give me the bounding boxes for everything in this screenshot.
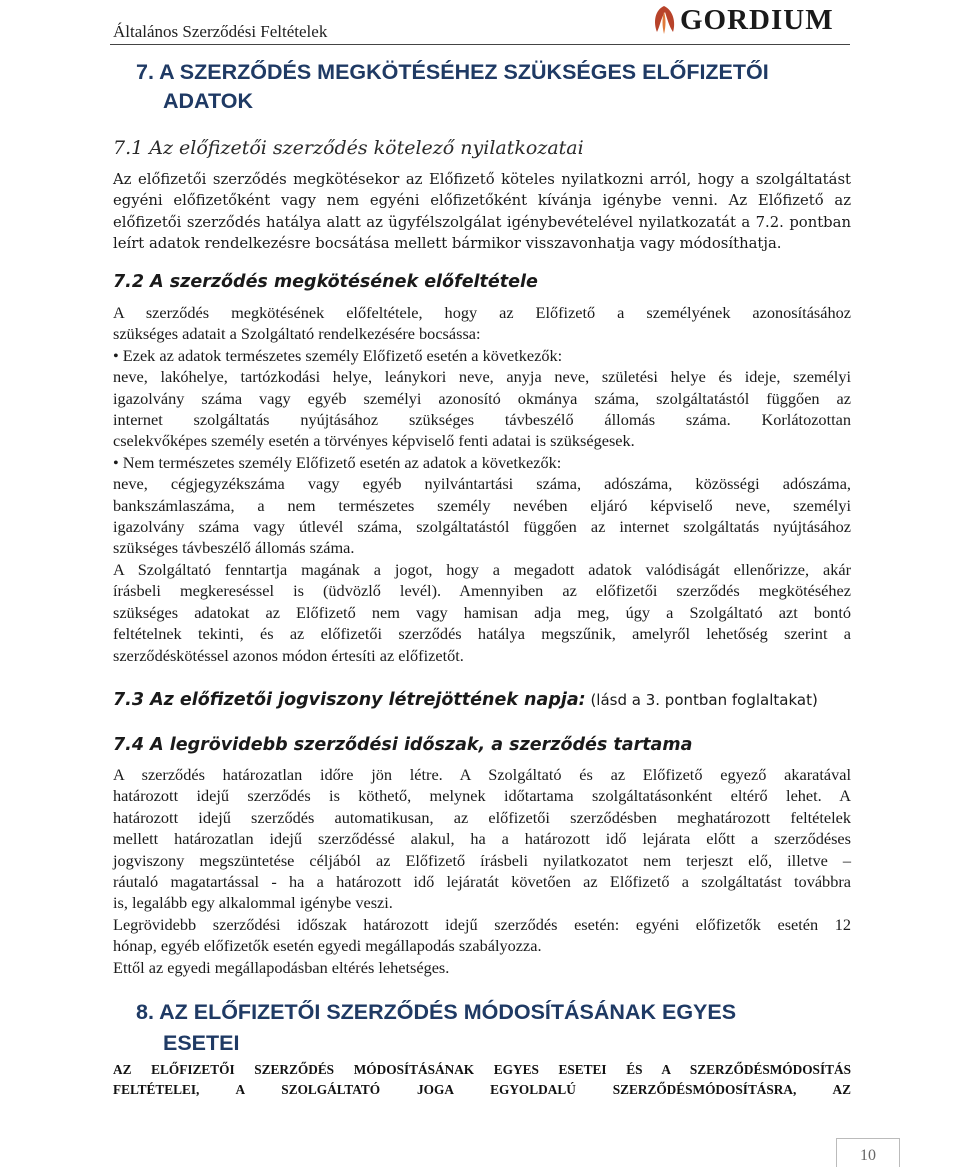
text-line: írásbeli megkereséssel is (üdvözlő levél). Amennyiben az előfizetői szerződés megkötéséhez (113, 581, 851, 601)
text-line: határozott idejű szerződés is köthető, melynek időtartama szolgáltatásonként eltérő lehet. A (113, 786, 851, 806)
header-title: Általános Szerződési Feltételek (113, 22, 328, 41)
section-7-3-note: (lásd a 3. pontban foglaltakat) (585, 691, 818, 709)
text-line: FELTÉTELEI, A SZOLGÁLTATÓ JOGA EGYOLDALÚ SZERZŐDÉSMÓDOSÍTÁSRA, AZ (113, 1082, 851, 1097)
page-number: 10 (860, 1147, 876, 1164)
bullet-natural-person: • Ezek az adatok természetes személy Előfizető esetén a következők: (113, 345, 563, 365)
section-7-1-paragraph (113, 169, 851, 255)
text-line: egyéni előfizetőként vagy nem egyéni előfizetőként kívánja igénybe venni. Az Előfizető az (113, 192, 851, 210)
section-7-3-title: 7.3 Az előfizetői jogviszony létrejöttének napja: (113, 690, 586, 710)
text-line: igazolvány száma vagy egyéb személyi azonosító okmánya száma, szolgáltatástól függően az (113, 388, 851, 408)
text-line: neve, cégjegyzékszáma vagy egyéb nyilvántartási száma, adószáma, közösségi adószáma, (113, 474, 851, 494)
section-8-heading-line2: ESETEI (163, 1031, 240, 1055)
text-line: szerződéskötéssel azonos módon értesíti az előfizetőt. (113, 645, 464, 665)
text-line: feltételnek tekinti, és az előfizetői szerződés hatálya megszűnik, amelyről lehetőség szerint a (113, 624, 851, 644)
section-8-intro (113, 1060, 851, 1100)
text-line: neve, lakóhelye, tartózkodási helye, leánykori neve, anyja neve, születési helye és ideje, személyi (113, 367, 851, 387)
section-7-heading-line1: 7. A SZERZŐDÉS MEGKÖTÉSÉHEZ SZÜKSÉGES ELŐFIZETŐI (136, 60, 769, 84)
gordium-logo: GORDIUM (680, 4, 834, 36)
text-line: Az előfizetői szerződés megkötésekor az Előfizető köteles nyilatkozni arról, hogy a szolgáltatást (113, 171, 851, 188)
text-line: cselekvőképes személy esetén a törvényes képviselő fenti adatai is szükségesek. (113, 431, 635, 451)
section-7-1-heading: 7.1 Az előfizetői szerződés kötelező nyilatkozatai (113, 137, 584, 159)
text-line: szükséges adatait a Szolgáltató rendelkezésére bocsássa: (113, 324, 481, 344)
bullet-legal-entity: • Nem természetes személy Előfizető esetén az adatok a következők: (113, 452, 562, 472)
text-line: AZ ELŐFIZETŐI SZERZŐDÉS MÓDOSÍTÁSÁNAK EGYES ESETEI ÉS A SZERZŐDÉSMÓDOSÍTÁS (113, 1062, 851, 1077)
text-line: ráutaló magatartással - ha a határozott idő lejáratát követően az Előfizető a szolgáltatást továbbra (113, 872, 851, 892)
text-line: A Szolgáltató fenntartja magának a jogot, hogy a megadott adatok valódiságát ellenőrizze, akár (113, 559, 851, 579)
header-divider (110, 44, 850, 45)
text-line: igazolvány száma vagy útlevél száma, szolgáltatástól függően az internet szolgáltatás nyújtásához (113, 517, 851, 537)
text-line: hónap, egyéb előfizetők esetén egyedi megállapodás szabályozza. (113, 936, 542, 956)
text-line: szükséges távbeszélő állomás száma. (113, 538, 355, 558)
section-7-2-paragraph-1 (113, 302, 851, 666)
text-line: Ettől az egyedi megállapodásban eltérés lehetséges. (113, 957, 450, 977)
section-7-heading-line2: ADATOK (163, 89, 253, 113)
text-line: is, legalább egy alkalommal igénybe veszi. (113, 893, 393, 913)
text-line: bankszámlaszáma, a nem természetes személy nevében eljáró képviselő neve, személyi (113, 495, 851, 515)
text-line: előfizetői szerződés hatálya alatt az ügyfélszolgálat igénybevételével nyilatkozatát a 7.2. pontban (113, 213, 851, 231)
text-line: leírt adatok rendelkezésre bocsátása mellett bármikor visszavonhatja vagy módosíthatja. (113, 235, 782, 253)
gordium-logo-icon (651, 4, 677, 36)
section-7-4-heading: 7.4 A legrövidebb szerződési időszak, a szerződés tartama (113, 735, 693, 755)
text-line: határozott idejű szerződés automatikusan, az előfizetői szerződésben meghatározott feltételek (113, 807, 851, 827)
text-line: mellett határozatlan idejű szerződéssé alakul, ha a határozott idő lejárata előtt a szerződéses (113, 829, 851, 849)
text-line: internet szolgáltatás nyújtásához szükséges távbeszélő állomás száma. Korlátozottan (113, 410, 851, 430)
section-7-4-paragraph (113, 764, 851, 978)
text-line: A szerződés határozatlan időre jön létre. A Szolgáltató és az Előfizető egyező akaratával (113, 765, 851, 784)
section-8-heading (136, 998, 836, 1058)
text-line: szükséges adatokat az Előfizető nem vagy hamisan adja meg, úgy a Szolgáltató azt bontó (113, 602, 851, 622)
text-line: Legrövidebb szerződési időszak határozott idejű szerződés esetén: egyéni előfizetők esetén 12 (113, 914, 851, 934)
section-7-heading (136, 58, 836, 116)
section-7-2-heading: 7.2 A szerződés megkötésének előfeltétele (113, 272, 538, 292)
section-8-heading-line1: 8. AZ ELŐFIZETŐI SZERZŐDÉS MÓDOSÍTÁSÁNAK EGYES (136, 1000, 737, 1024)
text-line: A szerződés megkötésének előfeltétele, hogy az Előfizető a személyének azonosításához (113, 303, 851, 322)
text-line: jogviszony megszüntetése céljából az Előfizető írásbeli nyilatkozatot nem terjeszt elő, illetve – (113, 850, 851, 870)
section-7-3-heading (113, 690, 853, 710)
